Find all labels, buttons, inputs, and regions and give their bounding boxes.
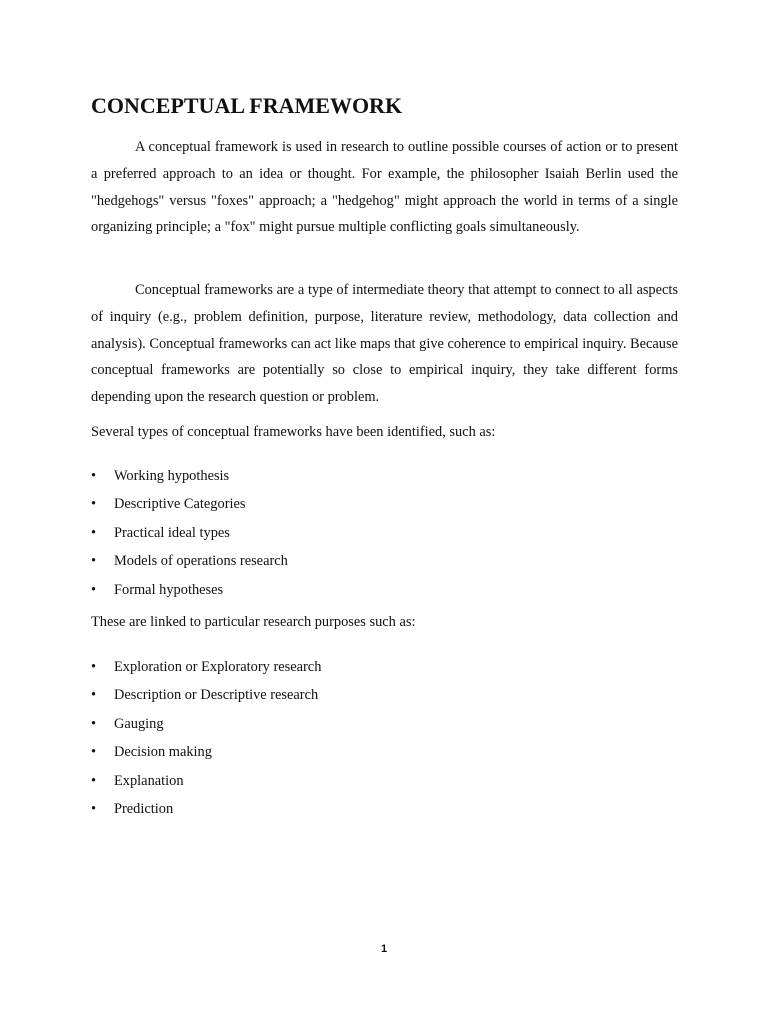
- list-item: [91, 551, 288, 579]
- page-title: CONCEPTUAL FRAMEWORK: [91, 93, 403, 118]
- list-item-label: Gauging: [114, 715, 164, 732]
- list-item-label: Practical ideal types: [114, 524, 230, 541]
- bullet-icon: •: [91, 581, 97, 598]
- framework-types-list: [91, 466, 288, 608]
- list-item: [91, 494, 288, 522]
- list-item-label: Decision making: [114, 744, 212, 761]
- bullet-icon: •: [91, 772, 97, 789]
- list-item: [91, 580, 288, 608]
- list-item-label: Models of operations research: [114, 553, 288, 570]
- list-item: [91, 742, 321, 770]
- page-number: 1: [380, 943, 388, 955]
- list-item: [91, 714, 321, 742]
- bullet-icon: •: [91, 687, 97, 704]
- bullet-icon: •: [91, 524, 97, 541]
- list-item-label: Descriptive Categories: [114, 496, 246, 513]
- list-item-label: Exploration or Exploratory research: [114, 659, 322, 675]
- bullet-icon: •: [91, 553, 97, 570]
- list-item: [91, 771, 321, 799]
- list-item-label: Prediction: [114, 800, 174, 817]
- list-item-label: Formal hypotheses: [114, 581, 224, 598]
- bullet-icon: •: [91, 496, 97, 513]
- purposes-intro-text: These are linked to particular research purposes such as:: [91, 614, 416, 630]
- list-item: [91, 523, 288, 551]
- bullet-icon: •: [91, 800, 97, 817]
- paragraph-intermediate-theory: Conceptual frameworks are a type of intermediate theory that attempt to connect to all aspects of inquiry (e.g., problem definition, purpose, literature review, methodology, data collection and analysis). Conceptual frameworks can act like maps that give coherence to empirical inquiry. Because conceptual frameworks are potentially so close to empirical inquiry, they take different forms depending upon the research question or problem.: [91, 282, 678, 406]
- bullet-icon: •: [91, 715, 97, 732]
- bullet-icon: •: [91, 468, 97, 484]
- list-item: [91, 799, 321, 827]
- list-item: [91, 466, 288, 494]
- list-item: [91, 657, 321, 685]
- research-purposes-list: [91, 657, 321, 827]
- list-item-label: Explanation: [114, 772, 184, 789]
- list-item-label: Working hypothesis: [114, 468, 230, 484]
- list-item-label: Description or Descriptive research: [114, 687, 319, 704]
- bullet-icon: •: [91, 659, 97, 675]
- types-intro-text: Several types of conceptual frameworks have been identified, such as:: [91, 424, 496, 440]
- bullet-icon: •: [91, 744, 97, 761]
- list-item: [91, 685, 321, 713]
- paragraph-intro: A conceptual framework is used in research to outline possible courses of action or to present a preferred approach to an idea or thought. For example, the philosopher Isaiah Berlin used the "hedgehogs" versus "foxes" approach; a "hedgehog" might approach the world in terms of a single organizing principle; a "fox" might pursue multiple conflicting goals simultaneously.: [91, 139, 678, 236]
